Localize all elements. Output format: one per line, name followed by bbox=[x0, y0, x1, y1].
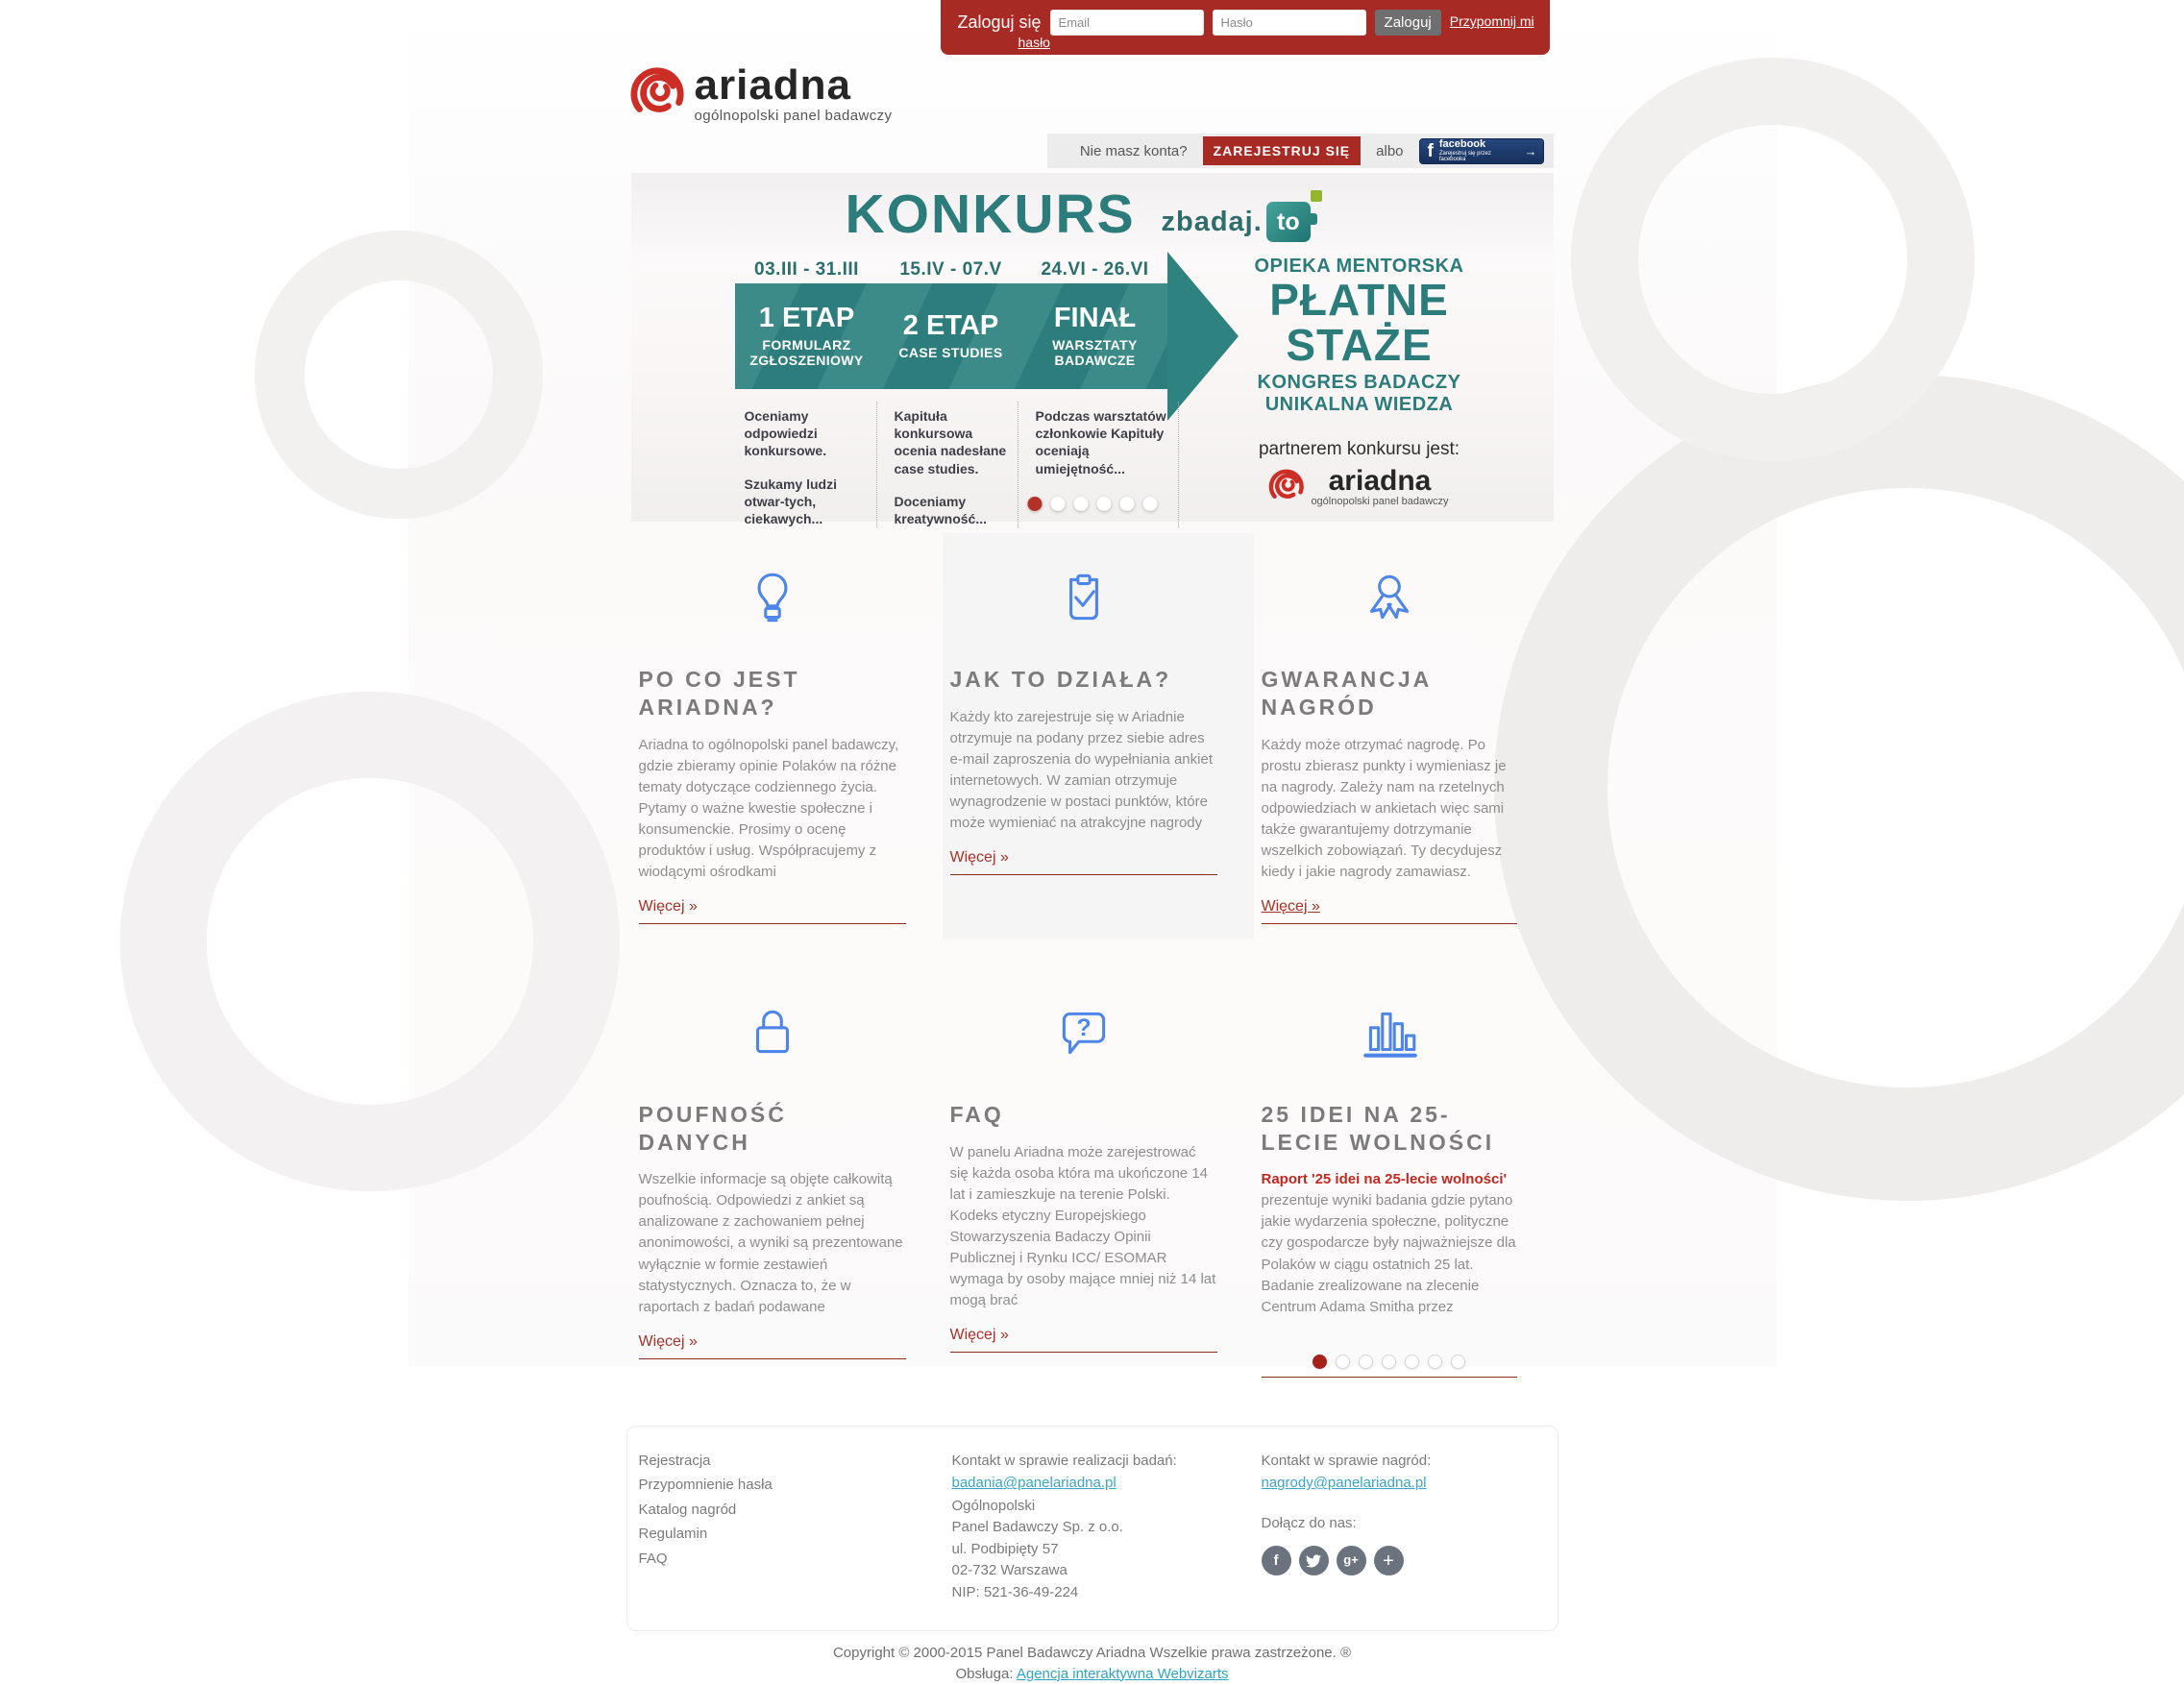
stage-description: Kapituła konkursowa ocenia nadesłane case studies. Doceniamy kreatywność... bbox=[876, 402, 1018, 527]
ariadna-logo[interactable] bbox=[631, 65, 893, 126]
timeline-arrow bbox=[735, 283, 1167, 389]
rewards-email-link[interactable]: nagrody@panelariadna.pl bbox=[1262, 1475, 1427, 1491]
stage-block: 1 ETAP FORMULARZ ZGŁOSZENIOWY bbox=[735, 283, 879, 389]
feature-tile-gwarancja-nagrod bbox=[1254, 533, 1554, 940]
company-address: Ogólnopolski Panel Badawczy Sp. z o.o. ul. Podbipięty 57 02-732 Warszawa NIP: 521-36-49-224 bbox=[952, 1497, 1250, 1602]
plus-icon[interactable]: + bbox=[1374, 1546, 1404, 1575]
carousel-dot[interactable] bbox=[1050, 497, 1065, 511]
feature-body bbox=[1262, 1169, 1517, 1317]
login-button[interactable]: Zaloguj bbox=[1375, 10, 1441, 36]
page bbox=[408, 0, 1777, 1366]
footer-contact-rewards bbox=[1250, 1452, 1559, 1602]
footer-link-regulamin[interactable]: Regulamin bbox=[639, 1525, 941, 1544]
red-divider bbox=[1262, 1377, 1517, 1378]
feature-title: POUFNOŚĆ DANYCH bbox=[639, 1101, 906, 1157]
red-divider bbox=[1262, 923, 1517, 924]
zbadaj-wordmark: zbadaj. bbox=[1162, 207, 1263, 238]
banner-title: KONKURS bbox=[846, 183, 1136, 246]
or-label: albo bbox=[1376, 143, 1403, 159]
partner-ariadna-logo: ariadna ogólnopolski panel badawczy bbox=[1215, 468, 1504, 509]
feature-tile-poufnosc-danych bbox=[631, 968, 943, 1393]
award-ribbon-icon bbox=[1262, 554, 1517, 643]
question-bubble-icon bbox=[950, 989, 1217, 1078]
carousel-dot[interactable] bbox=[1142, 497, 1157, 511]
obsluga-label: Obsługa: bbox=[955, 1666, 1013, 1682]
social-icons bbox=[1262, 1546, 1559, 1575]
feature-tile-po-co-jest-ariadna bbox=[631, 533, 943, 940]
red-divider bbox=[950, 1352, 1217, 1353]
red-divider bbox=[950, 874, 1217, 875]
email-input[interactable] bbox=[1050, 10, 1204, 36]
carousel-dot[interactable] bbox=[1073, 497, 1088, 511]
stage-description: Podczas warsztatów członkowie Kapituły oceniają umiejętność... bbox=[1018, 402, 1179, 527]
lightbulb-icon bbox=[639, 554, 906, 643]
footer-link-faq[interactable]: FAQ bbox=[639, 1550, 941, 1569]
banner-carousel-dots bbox=[1027, 497, 1157, 511]
zbadaj-to-puzzle-icon: to bbox=[1266, 202, 1311, 242]
features-row-1 bbox=[631, 533, 1554, 940]
facebook-register-button[interactable] bbox=[1419, 138, 1544, 164]
twitter-icon[interactable] bbox=[1299, 1546, 1329, 1575]
carousel-dot[interactable] bbox=[1027, 497, 1042, 511]
research-email-link[interactable]: badania@panelariadna.pl bbox=[952, 1475, 1117, 1491]
carousel-dot[interactable] bbox=[1382, 1355, 1396, 1369]
copyright-line: Copyright © 2000-2015 Panel Badawczy Ariadna Wszelkie prawa zastrzeżone. ® bbox=[408, 1643, 1777, 1664]
carousel-dot[interactable] bbox=[1359, 1355, 1373, 1369]
carousel-dot[interactable] bbox=[1119, 497, 1134, 511]
logo-wordmark: ariadna bbox=[695, 65, 893, 106]
facebook-button-subtitle: Zarejestruj się przez facebooka bbox=[1439, 151, 1519, 162]
lock-icon bbox=[639, 989, 906, 1078]
stage-date: 24.VI - 26.VI bbox=[1023, 259, 1167, 281]
feature-body: Ariadna to ogólnopolski panel badawczy, gdzie zbieramy opinie Polaków na różne tematy dotyczące codziennego życia. Pytamy o ważne kwestie społeczne i konsumenckie. Prosimy o ocenę produktów i usług. Współpracujemy z wiodącymi ośrodkami bbox=[639, 735, 906, 883]
login-label: Zaloguj się bbox=[958, 10, 1042, 33]
feature-body-text: prezentuje wyniki badania gdzie pytano jakie wydarzenia społeczne, polityczne czy gospodarcze były najważniejsze dla Polaków w ciągu ostatnich 25 lat. Badanie zrealizowane na zlecenie Centrum Adama Smitha przez bbox=[1262, 1192, 1516, 1314]
feature-body: Każdy kto zarejestruje się w Ariadnie otrzymuje na podany przez siebie adres e-mail zaproszenia do wypełniania ankiet internetowych. W zamian otrzymuje wynagrodzenie w postaci punktów, które może wymieniać na atrakcyjne nagrody bbox=[950, 707, 1217, 834]
feature-title: GWARANCJA NAGRÓD bbox=[1262, 666, 1517, 721]
zbadajto-logo bbox=[1162, 202, 1311, 242]
stage-description: Oceniamy odpowiedzi konkursowe. Szukamy ludzi otwar-tych, ciekawych... bbox=[735, 402, 876, 527]
more-link[interactable]: Więcej » bbox=[1262, 898, 1320, 916]
remind-password-link[interactable]: Przypomnij mi bbox=[1450, 10, 1534, 29]
facebook-icon[interactable]: f bbox=[1262, 1546, 1291, 1575]
report-link[interactable]: Raport '25 idei na 25-lecie wolności' bbox=[1262, 1171, 1508, 1187]
stage-date: 15.IV - 07.V bbox=[879, 259, 1023, 281]
password-input[interactable] bbox=[1213, 10, 1366, 36]
carousel-dot[interactable] bbox=[1428, 1355, 1442, 1369]
register-button[interactable]: ZAREJESTRUJ SIĘ bbox=[1203, 136, 1362, 165]
footer bbox=[626, 1426, 1558, 1632]
carousel-dot[interactable] bbox=[1096, 497, 1111, 511]
more-link[interactable]: Więcej » bbox=[950, 849, 1009, 867]
feature-title: JAK TO DZIAŁA? bbox=[950, 666, 1217, 694]
footer-link-katalog-nagrod[interactable]: Katalog nagród bbox=[639, 1501, 941, 1520]
arrow-right-icon: → bbox=[1525, 144, 1537, 159]
carousel-dot[interactable] bbox=[1336, 1355, 1350, 1369]
facebook-f-icon: f bbox=[1428, 142, 1434, 160]
no-account-question: Nie masz konta? bbox=[1080, 143, 1188, 159]
join-us-label: Dołącz do nas: bbox=[1262, 1514, 1559, 1533]
stage-block: 2 ETAP CASE STUDIES bbox=[879, 283, 1023, 389]
stage-dates bbox=[735, 259, 1167, 281]
feature-tile-faq bbox=[943, 968, 1254, 1393]
contact-research-label: Kontakt w sprawie realizacji badań: bbox=[952, 1452, 1250, 1471]
red-divider bbox=[639, 1358, 906, 1359]
idei-carousel-dots bbox=[1262, 1355, 1517, 1369]
feature-title: FAQ bbox=[950, 1101, 1217, 1129]
logo-tagline: ogólnopolski panel badawczy bbox=[695, 108, 893, 124]
features-row-2 bbox=[631, 968, 1554, 1393]
carousel-dot[interactable] bbox=[1313, 1355, 1327, 1369]
ariadna-spiral-icon bbox=[1269, 468, 1306, 509]
stage-block: FINAŁ WARSZTATY BADAWCZE bbox=[1023, 283, 1167, 389]
copyright bbox=[408, 1643, 1777, 1685]
remind-password-link-line2[interactable]: hasło bbox=[1018, 35, 1050, 50]
feature-title: 25 IDEI NA 25-LECIE WOLNOŚCI bbox=[1262, 1101, 1517, 1157]
webvizarts-link[interactable]: Agencja interaktywna Webvizarts bbox=[1017, 1666, 1229, 1682]
footer-contact-research bbox=[941, 1452, 1250, 1602]
zbadaj-green-square bbox=[1311, 190, 1322, 202]
feature-body: W panelu Ariadna może zarejestrować się każda osoba która ma ukończone 14 lat i zamieszkuje na terenie Polski. Kodeks etyczny Europejskiego Stowarzyszenia Badaczy Opinii Publicznej i Rynku ICC/ ESOMAR wymaga by osoby mające mniej niż 14 lat mogą brać bbox=[950, 1142, 1217, 1311]
feature-body: Każdy może otrzymać nagrodę. Po prostu zbierasz punkty i wymieniasz je na nagrody. Zależy nam na rzetelnych odpowiedziach w ankietach więc sami także gwarantujemy dotrzymanie wszelkich zobowiązań. Ty decydujesz kiedy i jakie nagrody zamawiasz. bbox=[1262, 735, 1517, 883]
konkurs-banner bbox=[631, 173, 1554, 522]
carousel-dot[interactable] bbox=[1405, 1355, 1419, 1369]
feature-tile-jak-to-dziala bbox=[943, 533, 1254, 940]
more-link[interactable]: Więcej » bbox=[639, 1333, 698, 1351]
ariadna-spiral-icon bbox=[631, 65, 687, 126]
more-link[interactable]: Więcej » bbox=[950, 1327, 1009, 1344]
partner-label: partnerem konkursu jest: bbox=[1215, 439, 1504, 460]
banner-benefits: OPIEKA MENTORSKA PŁATNE STAŻE KONGRES BADACZY UNIKALNA WIEDZA partnerem konkursu jest: ariadna ogólnopolski panel badawczy bbox=[1215, 256, 1504, 509]
footer-link-rejestracja[interactable]: Rejestracja bbox=[639, 1452, 941, 1471]
feature-title: PO CO JEST ARIADNA? bbox=[639, 666, 906, 721]
clipboard-check-icon bbox=[950, 554, 1217, 643]
feature-tile-25-idei bbox=[1254, 968, 1554, 1393]
footer-nav-links bbox=[627, 1452, 941, 1602]
feature-body: Wszelkie informacje są objęte całkowitą poufnością. Odpowiedzi z ankiet są analizowane z zachowaniem pełnej anonimowości, a wyniki są prezentowane wyłącznie w formie zestawień statystycznych. Oznacza to, że w raportach z badań podawane bbox=[639, 1169, 906, 1317]
stage-date: 03.III - 31.III bbox=[735, 259, 879, 281]
register-row bbox=[631, 134, 1554, 168]
carousel-dot[interactable] bbox=[1451, 1355, 1465, 1369]
contact-rewards-label: Kontakt w sprawie nagród: bbox=[1262, 1452, 1559, 1471]
bar-chart-icon bbox=[1262, 989, 1517, 1078]
google-plus-icon[interactable]: g+ bbox=[1337, 1546, 1366, 1575]
login-bar bbox=[941, 0, 1550, 55]
footer-link-przypomnienie-hasla[interactable]: Przypomnienie hasła bbox=[639, 1476, 941, 1495]
facebook-button-title: facebook bbox=[1439, 139, 1519, 150]
red-divider bbox=[639, 923, 906, 924]
svg-text:?: ? bbox=[1076, 1015, 1091, 1041]
more-link[interactable]: Więcej » bbox=[639, 898, 698, 916]
register-strip bbox=[1047, 134, 1554, 168]
